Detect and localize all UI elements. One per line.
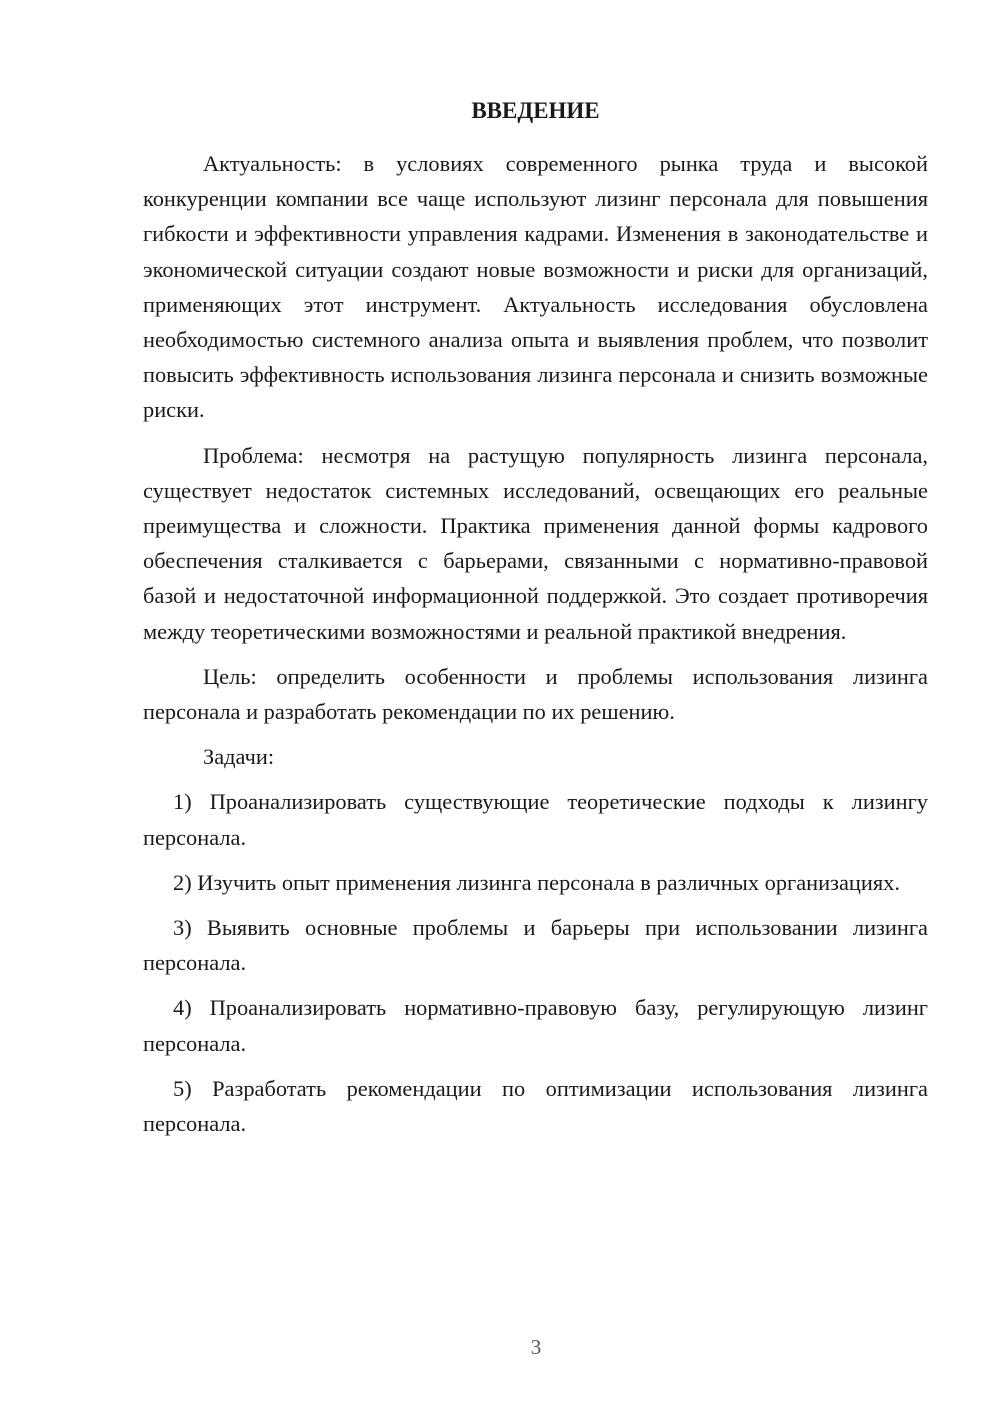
task-item-5: 5) Разработать рекомендации по оптимизации использования лизинга персонала. [143, 1075, 928, 1137]
paragraph-goal: Цель: определить особенности и проблемы использования лизинга персонала и разработать рекомендации по их решению. [143, 663, 928, 725]
paragraph-relevance: Актуальность: в условиях современного рынка труда и высокой конкуренции компании все чаще используют лизинг персонала для повышения гибкости и эффективности управления кадрами. Изменения в законодательстве и экономической ситуации создают новые возможности и риски для организаций, применяющих этот инструмент. Актуальность исследования обусловлена необходимостью системного анализа опыта и выявления проблем, что позволит повысить эффективность использования лизинга персонала и снизить возможные риски. [143, 151, 928, 423]
task-item-2: 2) Изучить опыт применения лизинга персонала в различных организациях. [173, 869, 900, 895]
task-item-1: 1) Проанализировать существующие теоретические подходы к лизингу персонала. [143, 789, 928, 850]
document-body [143, 96, 928, 1151]
task-item-3: 3) Выявить основные проблемы и барьеры при использовании лизинга персонала. [143, 915, 928, 976]
page-title: ВВЕДЕНИЕ [471, 98, 600, 123]
page-number: 3 [530, 1335, 542, 1359]
paragraph-problem: Проблема: несмотря на растущую популярность лизинга персонала, существует недостаток системных исследований, освещающих его реальные преимущества и сложности. Практика применения данной формы кадрового обеспечения сталкивается с барьерами, связанными с нормативно-правовой базой и недостаточной информационной поддержкой. Это создает противоречия между теоретическими возможностями и реальной практикой внедрения. [143, 442, 928, 644]
task-item-4: 4) Проанализировать нормативно-правовую базу, регулирующую лизинг персонала. [143, 995, 928, 1056]
tasks-heading: Задачи: [203, 744, 275, 770]
